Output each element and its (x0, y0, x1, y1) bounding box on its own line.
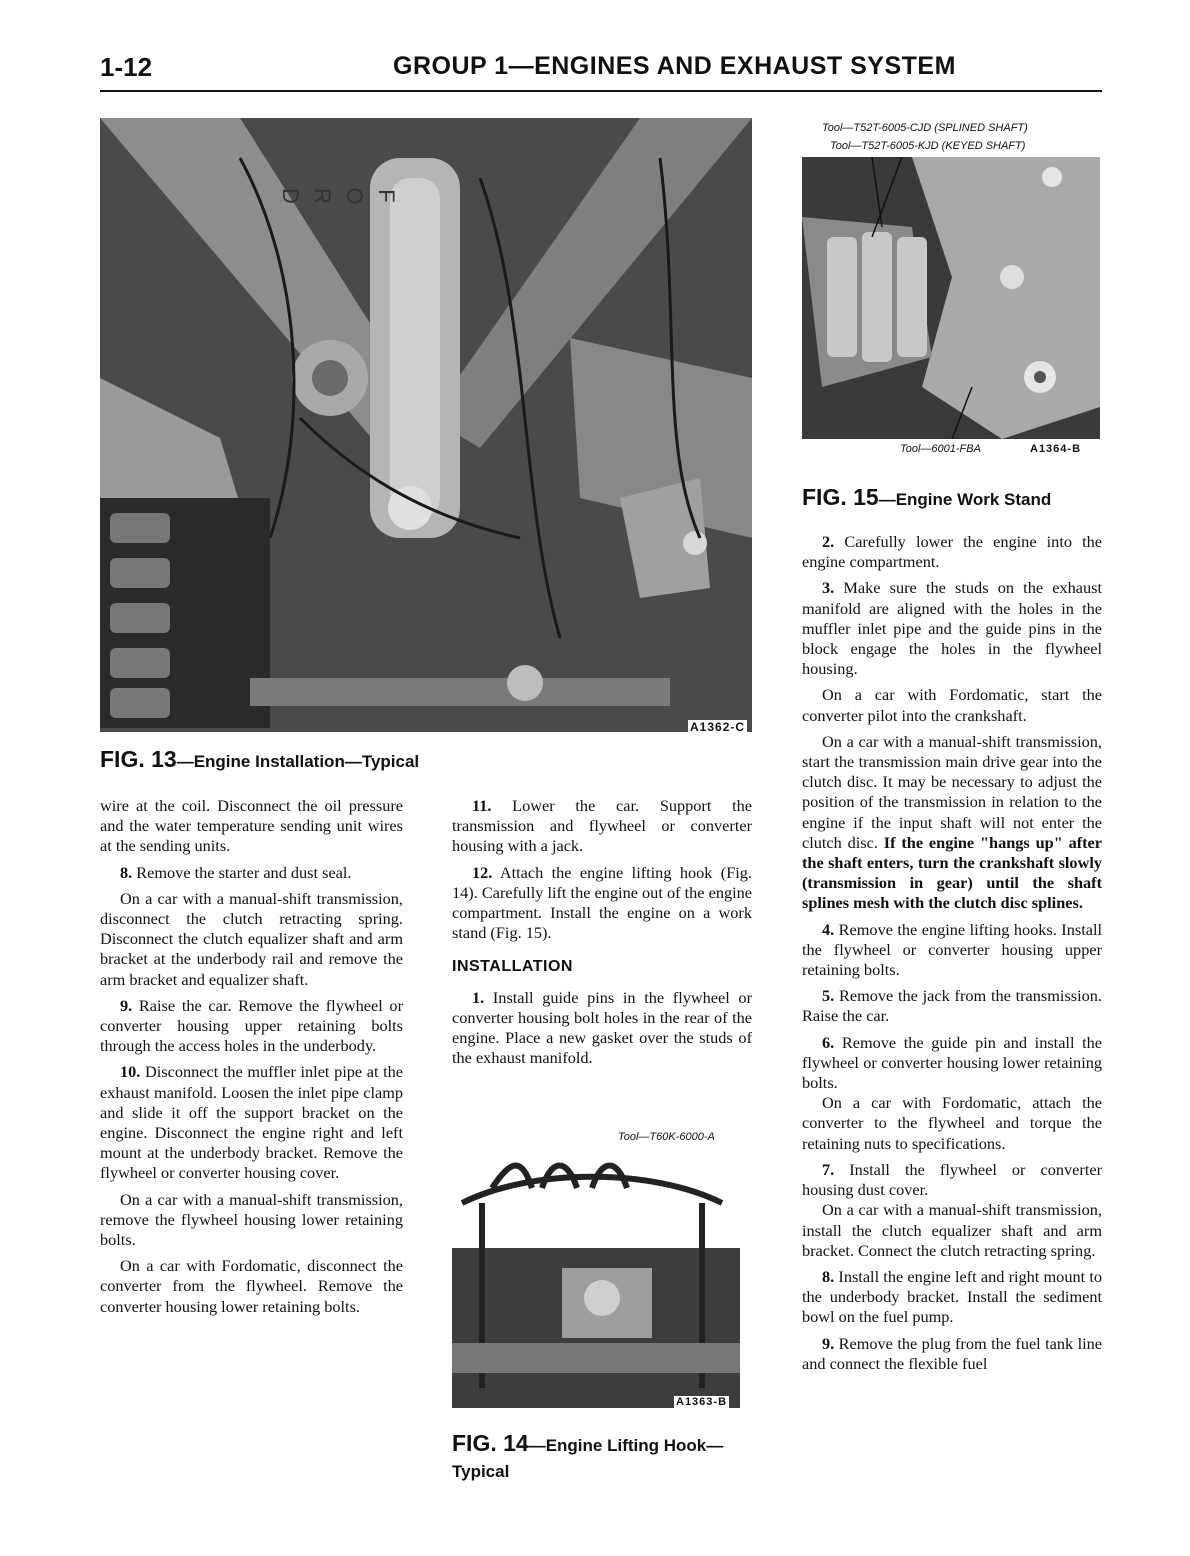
col1-paragraph-7: On a car with Fordomatic, disconnect the converter from the flywheel. Remove the converter housing lower retaining bolts. (100, 1256, 403, 1316)
page-number: 1-12 (100, 52, 153, 82)
col3-step-6: 6. Remove the guide pin and install the flywheel or converter housing lower retaining bolts. (802, 1032, 1102, 1093)
fig13-engine-photo (100, 118, 752, 732)
col1-step-9: 9. Raise the car. Remove the flywheel or converter housing upper retaining bolts through the access holes in the underbody. (100, 995, 403, 1056)
col3-paragraph-torque: On a car with Fordomatic, attach the converter to the flywheel and torque the retaining nuts to specifications. (802, 1093, 1102, 1153)
fig14-lifting-hook-photo (452, 1148, 740, 1408)
col1-step-8: 8. Remove the starter and dust seal. (120, 862, 352, 882)
col3-step-2: 2. Carefully lower the engine into the engine compartment. (802, 532, 1102, 572)
fig15-tool-label-bottom: Tool—6001-FBA (900, 443, 981, 455)
col1-paragraph-1: wire at the coil. Disconnect the oil pressure and the water temperature sending unit wires at the sending units. (100, 796, 403, 856)
col3-paragraph-manual-shift: On a car with a manual-shift transmission, start the transmission main drive gear into the clutch disc. It may be necessary to adjust the position of the transmission in relation to the engine if the input shaft will not enter the clutch disc. If the engine "hangs up" after the shaft enters, turn the crankshaft slowly (transmission in gear) until the shaft splines mesh with the clutch disc splines. (802, 731, 1103, 913)
col3-step-8: 8. Install the engine left and right mount to the underbody bracket. Install the sediment bowl on the fuel pump. (802, 1266, 1102, 1327)
col2-step-12: 12. Attach the engine lifting hook (Fig. 14). Carefully lift the engine out of the engine compartment. Install the engine on a work stand (Fig. 15). (452, 862, 752, 943)
column-1 (100, 796, 403, 1323)
fig14-caption (452, 1430, 723, 1485)
fig15-tool-label-2: Tool—T52T-6005-KJD (KEYED SHAFT) (830, 140, 1026, 152)
fig15-label: FIG. 15 (802, 484, 879, 510)
col2-step-11: 11. Lower the car. Support the transmission and flywheel or converter housing with a jack. (452, 796, 752, 856)
col2-step-1: 1. Install guide pins in the flywheel or converter housing bolt holes in the rear of the engine. Place a new gasket over the studs of the exhaust manifold. (452, 987, 752, 1068)
col3-paragraph-fordomatic: On a car with Fordomatic, start the converter pilot into the crankshaft. (802, 685, 1102, 725)
col3-step-4: 4. Remove the engine lifting hooks. Install the flywheel or converter housing upper retaining bolts. (802, 919, 1102, 980)
installation-heading: INSTALLATION (452, 958, 573, 976)
col1-paragraph-3: On a car with a manual-shift transmission, disconnect the clutch retracting spring. Disconnect the clutch equalizer shaft and arm bracket at the underbody rail and remove the arm bracket and equalizer shaft. (100, 888, 403, 989)
column-3 (802, 532, 1102, 1380)
col3-paragraph-clutch: On a car with a manual-shift transmission, install the clutch equalizer shaft and arm bracket. Connect the clutch retracting spring. (802, 1200, 1102, 1260)
fig13-label: FIG. 13 (100, 746, 177, 772)
fig15-work-stand-photo (802, 157, 1100, 439)
fig15-code: A1364-B (1030, 443, 1082, 455)
fig13-caption-text: —Engine Installation—Typical (176, 752, 420, 771)
fig15-tool-label-1: Tool—T52T-6005-CJD (SPLINED SHAFT) (822, 122, 1028, 134)
fig14-label: FIG. 14 (452, 1430, 529, 1456)
fig13-valve-cover-text: FORD (278, 187, 399, 205)
col1-step-10: 10. Disconnect the muffler inlet pipe at the exhaust manifold. Loosen the inlet pipe clamp and slide it off the support bracket on the engine. Disconnect the engine right and left mount at the underbody bracket. Remove the flywheel or converter housing cover. (100, 1062, 403, 1183)
page-header-title: GROUP 1—ENGINES AND EXHAUST SYSTEM (393, 52, 956, 80)
col1-paragraph-6: On a car with a manual-shift transmission, remove the flywheel housing lower retaining bolts. (100, 1189, 403, 1250)
col3-step-5: 5. Remove the jack from the transmission. Raise the car. (802, 986, 1102, 1026)
fig15-caption-text: —Engine Work Stand (878, 490, 1052, 509)
column-2 (452, 796, 752, 1074)
header-rule (100, 90, 1102, 92)
col3-step-9: 9. Remove the plug from the fuel tank line and connect the flexible fuel (802, 1333, 1102, 1373)
fig14-tool-label: Tool—T60K-6000-A (618, 1131, 715, 1143)
fig14-code: A1363-B (676, 1396, 728, 1408)
fig14-caption-line-2: Typical (452, 1462, 510, 1481)
fig13-code: A1362-C (690, 720, 746, 734)
fig15-caption (802, 484, 1051, 511)
fig13-caption (100, 746, 419, 773)
col3-step-7: 7. Install the flywheel or converter housing dust cover. (802, 1159, 1102, 1200)
col3-step-3: 3. Make sure the studs on the exhaust manifold are aligned with the holes in the muffler inlet pipe and the guide pins in the block engage the holes in the flywheel housing. (802, 578, 1102, 679)
fig14-caption-line-1: —Engine Lifting Hook— (528, 1436, 724, 1455)
